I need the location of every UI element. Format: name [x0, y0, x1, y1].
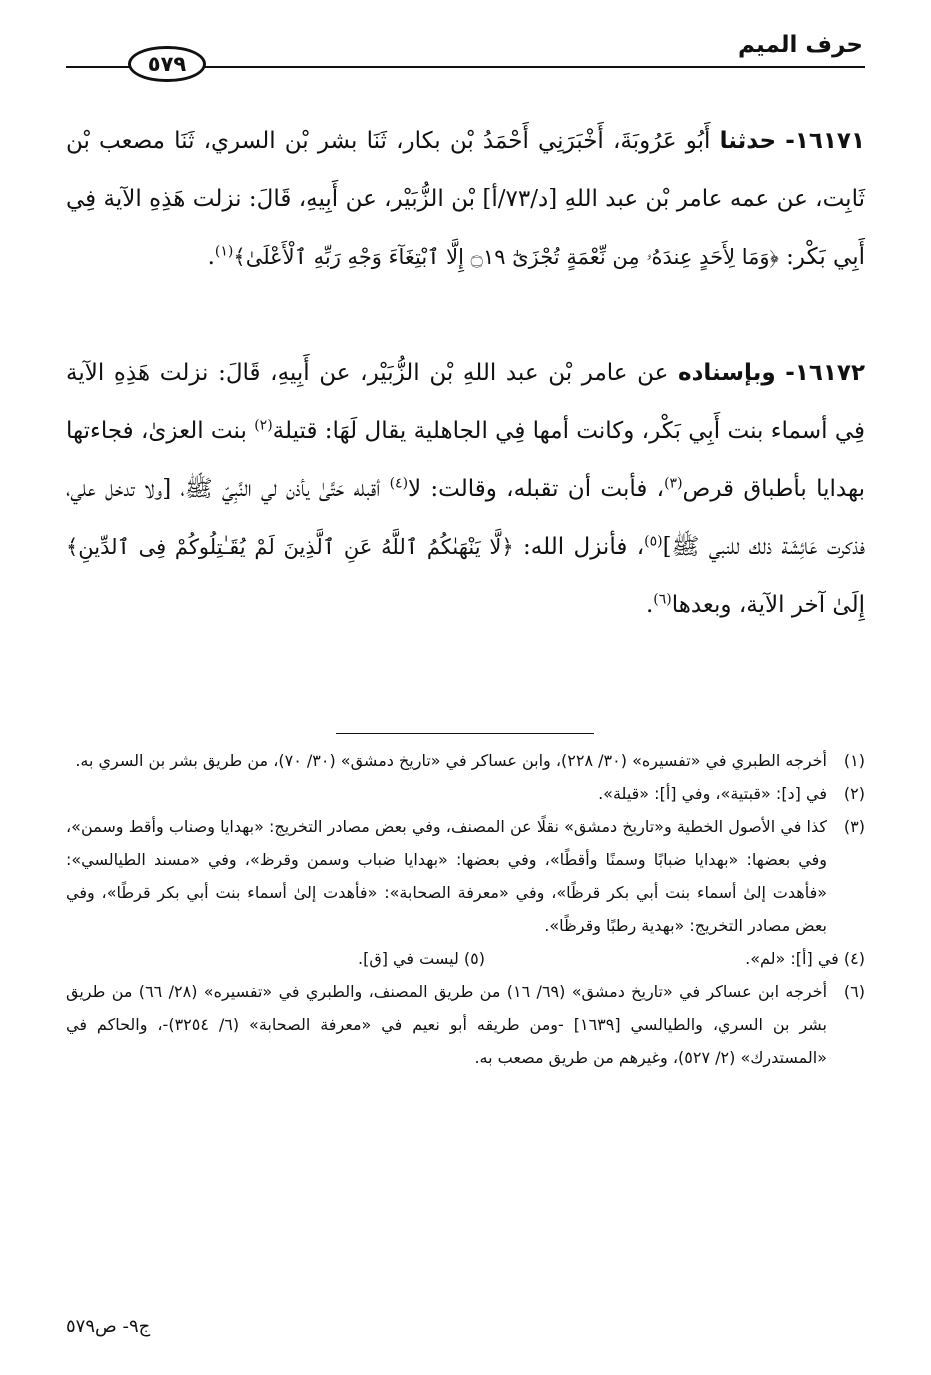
- footnote-text: في [أ]: «لم».: [745, 949, 839, 968]
- hadith-text: إِلَىٰ آخر الآية، وبعدها: [671, 592, 865, 618]
- footnotes-4-5-row: [66, 942, 865, 975]
- quran-verse: ﴿لَّا يَنْهَىٰكُمُ ٱللَّهُ عَنِ ٱلَّذِينَ لَمْ يُقَـٰتِلُوكُمْ فِى ٱلدِّينِ﴾: [66, 535, 514, 559]
- footnote-marker: (٢): [254, 417, 273, 434]
- footnote-3: [66, 810, 865, 942]
- footnote-number: (٣): [843, 817, 865, 836]
- volume-page-signature: ج٩- ص٥٧٩: [66, 1316, 151, 1337]
- main-text: [66, 112, 865, 704]
- footnote-number: (١): [843, 751, 865, 770]
- hadith-paragraph-16171: [66, 112, 865, 344]
- hadith-paragraph-16172: [66, 344, 865, 704]
- footnotes: [66, 744, 865, 1074]
- hadith-text: ، فأنزل الله:: [523, 534, 645, 560]
- footnote-6: [66, 975, 865, 1074]
- footnote-separator: [336, 733, 594, 734]
- hadith-text: بنت العزىٰ، فجاءتها بهدايا بأطباق قرص: [66, 418, 865, 502]
- footnote-number: (٢): [843, 784, 865, 803]
- footnote-1: [66, 744, 865, 777]
- footnote-marker: (٥): [644, 533, 663, 550]
- footnote-number: (٥): [463, 949, 485, 968]
- chapter-title: حرف الميم: [738, 32, 863, 58]
- footnote-number: (٦): [843, 982, 865, 1001]
- footnote-5: [358, 942, 485, 975]
- footnote-text: أخرجه الطبري في «تفسيره» (٣٠/ ٢٢٨)، وابن عساكر في «تاريخ دمشق» (٣٠/ ٧٠)، من طريق بشر بن السري به.: [75, 751, 827, 770]
- hadith-text: ، فأبت أن تقبله، وقالت: لا: [408, 476, 665, 502]
- quran-verse: ﴿وَمَا لِأَحَدٍ عِندَهُۥ مِن نِّعْمَةٍ تُجْزَىٰٓ ۝١٩ إِلَّا ٱبْتِغَآءَ وَجْهِ رَبِّهِ ٱلْأَعْلَىٰ﴾: [233, 245, 779, 269]
- hadith-text: أقبله حَتَّىٰ يأذن لي النَّبِيّ ﷺ، [ولا تدخل علي، فذكرت عَائِشَة ذلك للنبي ﷺ]: [66, 476, 865, 560]
- footnote-marker: (٦): [653, 591, 672, 608]
- page-number-badge: ٥٧٩: [128, 46, 206, 82]
- hadith-text: أَبُو عَرُوبَةَ، أَخْبَرَنِي أَحْمَدُ بْن بكار، ثَنَا بشر بْن السري، ثَنَا مصعب بْن ثَابِت، عن عمه عامر بْن عبد اللهِ [د/٧٣/أ] بْن الزُّبَيْر، عن أَبِيهِ، قَالَ: نزلت هَذِهِ الآية فِي أَبِي بَكْر:: [66, 128, 865, 270]
- footnote-text: كذا في الأصول الخطية و«تاريخ دمشق» نقلًا عن المصنف، وفي بعض مصادر التخريج: «بهدايا وصناب وأقط وسمن»، وفي بعضها: «بهدايا ضبابًا وسمنًا وأقطًا»، وفي بعضها: «بهدايا ضباب وسمن وقرظ»، وفي «مسند الطيالسي»: «فأهدت إلىٰ أسماء بنت أبي بكر قرظًا»، وفي «معرفة الصحابة»: «فأهدت إلىٰ أسماء بنت أبي بكر قرطًا»، وفي بعض مصادر التخريج: «بهدية رطبًا وقرظًا».: [66, 817, 827, 935]
- footnote-4: [745, 942, 865, 975]
- hadith-number: ١٦١٧١-: [785, 128, 866, 154]
- footnote-text: ليست في [ق].: [357, 949, 459, 968]
- sentence-end: .: [645, 592, 654, 618]
- footnote-marker: (٤): [389, 475, 409, 492]
- footnote-marker: (١): [214, 243, 234, 260]
- sentence-end: .: [207, 244, 215, 270]
- hadith-number: ١٦١٧٢-: [785, 360, 866, 386]
- footnote-text: في [د]: «قبتية»، وفي [أ]: «قيلة».: [598, 784, 827, 803]
- footnote-marker: (٣): [664, 475, 683, 492]
- hadith-lead-word: وبإسناده: [678, 360, 776, 386]
- hadith-text: عن عامر بْن عبد اللهِ بْن الزُّبَيْر، عن أَبِيهِ، قَالَ: نزلت هَذِهِ الآية فِي أسماء بنت أَبِي بَكْر، وكانت أمها فِي الجاهلية يقال لَهَا: قتيلة: [66, 360, 865, 444]
- footnote-text: أخرجه ابن عساكر في «تاريخ دمشق» (٦٩/ ١٦) من طريق المصنف، والطبري في «تفسيره» (٢٨/ ٦٦) من طريق بشر بن السري، والطيالسي [١٦٣٩] -ومن طريقه أبو نعيم في «معرفة الصحابة» (٦/ ٣٢٥٤)-، والحاكم في «المستدرك» (٢/ ٥٢٧)، وغيرهم من طريق مصعب به.: [66, 982, 828, 1067]
- footnote-2: [66, 777, 865, 810]
- footnote-number: (٤): [843, 949, 865, 968]
- hadith-lead-word: حدثنا: [719, 128, 777, 154]
